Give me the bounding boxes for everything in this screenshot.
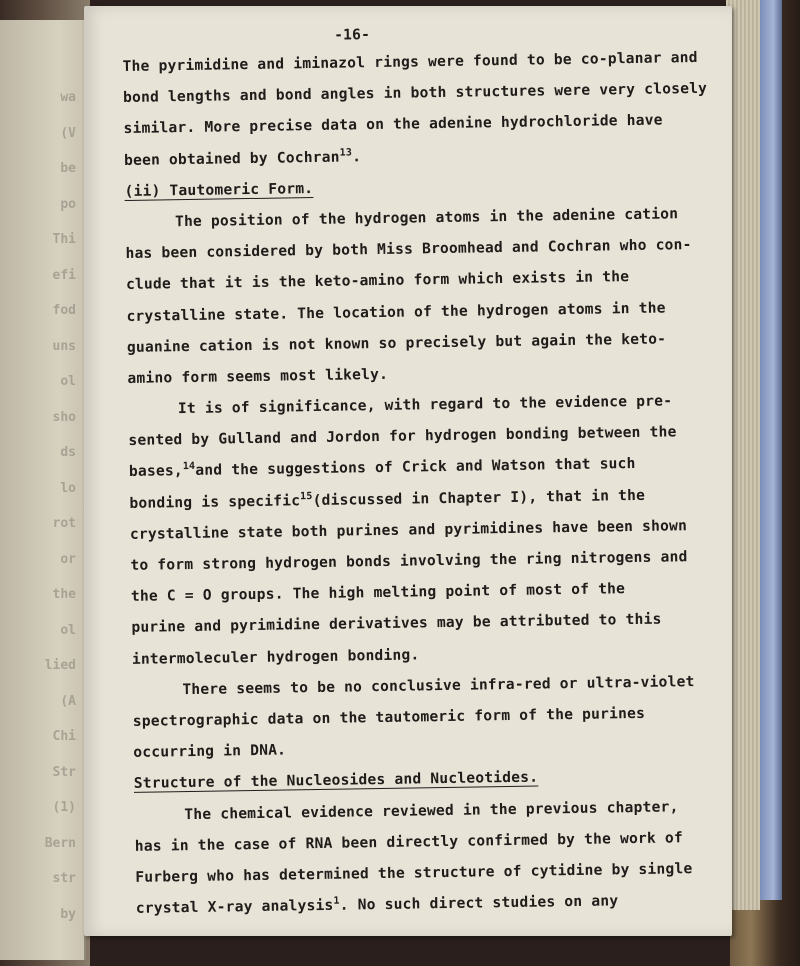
line-text: bonding is specific <box>129 491 301 512</box>
facing-page-text-fragment: po <box>60 196 76 212</box>
line-text: clude that it is the keto-amino form which exists in the <box>125 268 630 294</box>
line-text: crystal X-ray analysis <box>135 896 334 917</box>
line-text: (ii) Tautomeric Form. <box>124 179 314 200</box>
line-text: sented by Gulland and Jordon for hydrogen bonding between the <box>128 423 677 450</box>
facing-page-text-fragment: str <box>52 871 76 886</box>
line-text: has in the case of RNA been directly confirmed by the work of <box>134 828 684 855</box>
facing-page-text-fragment: Str <box>52 764 76 780</box>
line-text: intermoleculer hydrogen bonding. <box>131 645 420 668</box>
facing-page-text-fragment: wa <box>60 90 76 105</box>
footnote-reference: 1 <box>333 895 340 907</box>
line-text: the C = O groups. The high melting point of most of the <box>130 580 626 606</box>
facing-page-text-fragment: uns <box>52 338 76 354</box>
facing-page-text-fragment: be <box>60 161 76 176</box>
line-text: occurring in DNA. <box>133 741 287 762</box>
book-cover-edge <box>760 0 782 900</box>
line-text: amino form seems most likely. <box>127 365 389 387</box>
line-text: Structure of the Nucleosides and Nucleotides. <box>133 768 539 793</box>
line-text: bond lengths and bond angles in both structures were very closely <box>122 80 708 107</box>
line-text: to form strong hydrogen bonds involving the ring nitrogens and <box>130 548 688 574</box>
facing-page-text-fragment: lo <box>60 480 76 496</box>
footnote-reference: 13 <box>339 146 353 159</box>
facing-page-text-fragment: ds <box>60 445 76 460</box>
facing-page-text-fragment: Thi <box>52 232 76 247</box>
line-text-continuation: (discussed in Chapter I), that in the <box>312 486 646 509</box>
line-text: There seems to be no conclusive infra-red or ultra-violet <box>182 672 695 698</box>
line-text: crystalline state. The location of the hydrogen atoms in the <box>126 298 666 325</box>
facing-page-text-fragment: or <box>60 551 76 567</box>
line-text: The position of the hydrogen atoms in the adenine cation <box>174 205 679 231</box>
facing-page-text-fragment: ol <box>60 374 76 389</box>
facing-page-text-fragment: the <box>52 587 76 602</box>
page-number: -16- <box>333 26 371 44</box>
line-text: spectrographic data on the tautomeric form of the purines <box>132 704 646 730</box>
text-lines <box>122 42 732 925</box>
facing-page-text-fragment: Chi <box>52 729 76 744</box>
line-text-continuation: . No such direct studies on any <box>339 892 619 914</box>
line-text: been obtained by Cochran <box>123 148 340 169</box>
line-text: The pyrimidine and iminazol rings were found to be co-planar and <box>122 48 698 75</box>
facing-page-left <box>0 20 86 960</box>
footnote-reference: 14 <box>182 461 196 473</box>
line-text: similar. More precise data on the adenine hydrochloride have <box>123 111 663 138</box>
facing-page-text-fragment: sho <box>52 409 76 425</box>
line-text: Furberg who has determined the structure of cytidine by single <box>135 860 693 886</box>
facing-page-text-fragment: Bern <box>44 835 76 851</box>
facing-page-text-fragment: ol <box>60 622 76 638</box>
facing-page-text-fragment: (A <box>60 693 76 709</box>
facing-page-text-fragment: (V <box>60 125 76 141</box>
line-text-continuation: and the suggestions of Crick and Watson that such <box>195 455 636 480</box>
line-text: guanine cation is not known so precisely but again the keto- <box>126 330 667 356</box>
document-page <box>84 6 732 936</box>
page-text-block <box>122 21 732 925</box>
facing-page-text-fragment: (1) <box>52 800 76 815</box>
line-text: crystalline state both purines and pyrimidines have been shown <box>129 516 688 543</box>
facing-page-text-fragment: lied <box>44 658 76 673</box>
footnote-reference: 15 <box>300 490 313 502</box>
line-text: bases, <box>128 462 183 481</box>
line-text: It is of significance, with regard to the evidence pre- <box>177 392 673 418</box>
facing-page-text-fragment: efi <box>52 267 76 283</box>
facing-page-text-fragment: by <box>60 906 76 922</box>
facing-page-text-fragment: rot <box>52 516 76 531</box>
line-text: has been considered by both Miss Broomhead and Cochran who con- <box>125 236 692 263</box>
line-text-continuation: . <box>352 147 362 165</box>
line-text: The chemical evidence reviewed in the previous chapter, <box>184 797 679 823</box>
line-text: purine and pyrimidine derivatives may be attributed to this <box>131 610 662 637</box>
facing-page-text-fragment: fod <box>52 303 76 318</box>
